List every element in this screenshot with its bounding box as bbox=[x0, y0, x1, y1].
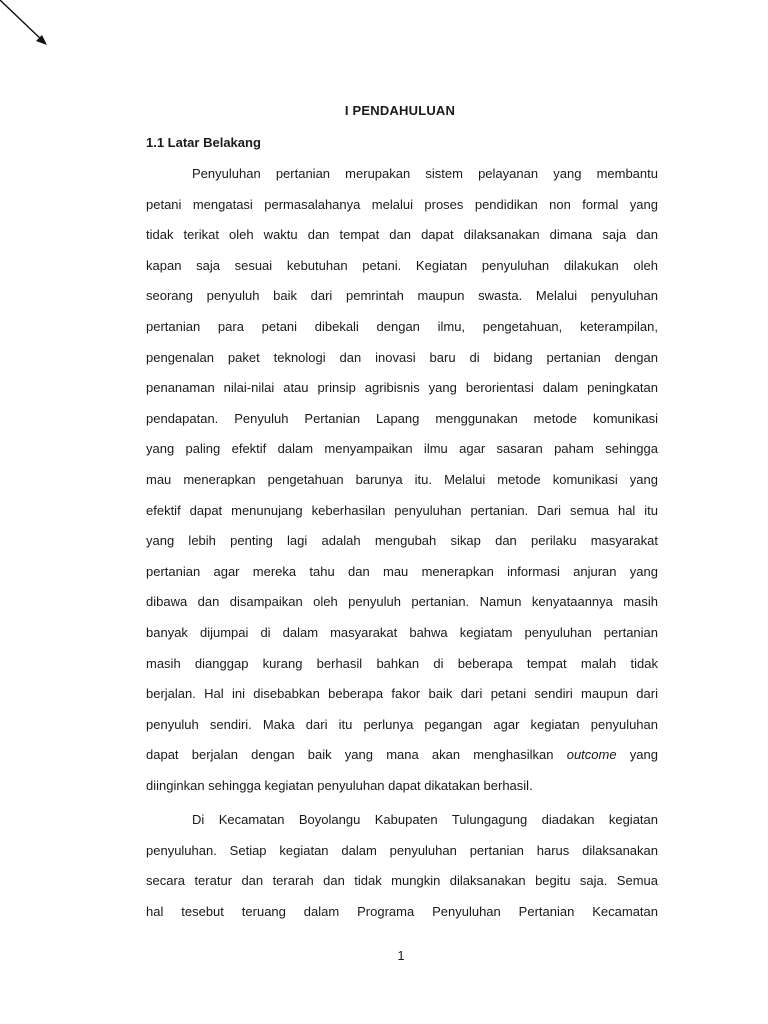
paragraph-line: masih dianggap kurang berhasil bahkan di beberapa tempat malah tidak bbox=[146, 655, 658, 671]
paragraph-line-outcome bbox=[146, 740, 658, 771]
paragraph-line: pertanian para petani dibekali dengan ilmu, pengetahuan, keterampilan, bbox=[146, 318, 658, 334]
paragraph-line: yang lebih penting lagi adalah mengubah sikap dan perilaku masyarakat bbox=[146, 533, 658, 549]
section-title: 1.1 Latar Belakang bbox=[146, 135, 261, 150]
paragraph-2 bbox=[146, 805, 658, 927]
paragraph-line: tidak terikat oleh waktu dan tempat dan dapat dilaksanakan dimana saja dan bbox=[146, 227, 658, 243]
chapter-title: I PENDAHULUAN bbox=[344, 103, 456, 118]
paragraph-line: pendapatan. Penyuluh Pertanian Lapang menggunakan metode komunikasi bbox=[146, 410, 658, 426]
arrow-mark bbox=[0, 0, 60, 60]
paragraph-line: yang paling efektif dalam menyampaikan ilmu agar sasaran paham sehingga bbox=[146, 441, 658, 457]
paragraph-line: Penyuluhan pertanian merupakan sistem pelayanan yang membantu bbox=[192, 166, 658, 181]
page-number: 1 bbox=[397, 948, 405, 963]
paragraph-line: kapan saja sesuai kebutuhan petani. Kegiatan penyuluhan dilakukan oleh bbox=[146, 257, 658, 273]
paragraph-line: banyak dijumpai di dalam masyarakat bahwa kegiatam penyuluhan pertanian bbox=[146, 624, 658, 640]
text-after-italic: yang bbox=[616, 747, 658, 763]
paragraph-line: mau menerapkan pengetahuan barunya itu. Melalui metode komunikasi yang bbox=[146, 471, 658, 487]
paragraph-line: diinginkan sehingga kegiatan penyuluhan dapat dikatakan berhasil. bbox=[146, 777, 533, 793]
paragraph-line: pengenalan paket teknologi dan inovasi baru di bidang pertanian dengan bbox=[146, 349, 658, 365]
italic-term: outcome bbox=[566, 747, 617, 763]
paragraph-line: hal tesebut teruang dalam Programa Penyuluhan Pertanian Kecamatan bbox=[146, 903, 658, 919]
paragraph-line: penyuluh sendiri. Maka dari itu perlunya pegangan agar kegiatan penyuluhan bbox=[146, 716, 658, 732]
paragraph-line: berjalan. Hal ini disebabkan beberapa fakor baik dari petani sendiri maupun dari bbox=[146, 686, 658, 702]
paragraph-line: seorang penyuluh baik dari pemrintah maupun swasta. Melalui penyuluhan bbox=[146, 288, 658, 304]
paragraph-line: Di Kecamatan Boyolangu Kabupaten Tulungagung diadakan kegiatan bbox=[192, 812, 658, 827]
paragraph-line: pertanian agar mereka tahu dan mau menerapkan informasi anjuran yang bbox=[146, 563, 658, 579]
text-before-italic: dapat berjalan dengan baik yang mana akan menghasilkan bbox=[146, 747, 567, 763]
paragraph-line: penanaman nilai-nilai atau prinsip agribisnis yang berorientasi dalam peningkatan bbox=[146, 380, 658, 396]
paragraph-line: penyuluhan. Setiap kegiatan dalam penyuluhan pertanian harus dilaksanakan bbox=[146, 842, 658, 858]
paragraph-line: dibawa dan disampaikan oleh penyuluh pertanian. Namun kenyataannya masih bbox=[146, 594, 658, 610]
paragraph-line: petani mengatasi permasalahanya melalui proses pendidikan non formal yang bbox=[146, 196, 658, 212]
paragraph-line: efektif dapat menunujang keberhasilan penyuluhan pertanian. Dari semua hal itu bbox=[146, 502, 658, 518]
paragraph-line: secara teratur dan terarah dan tidak mungkin dilaksanakan begitu saja. Semua bbox=[146, 873, 658, 889]
paragraph-1 bbox=[146, 159, 658, 801]
